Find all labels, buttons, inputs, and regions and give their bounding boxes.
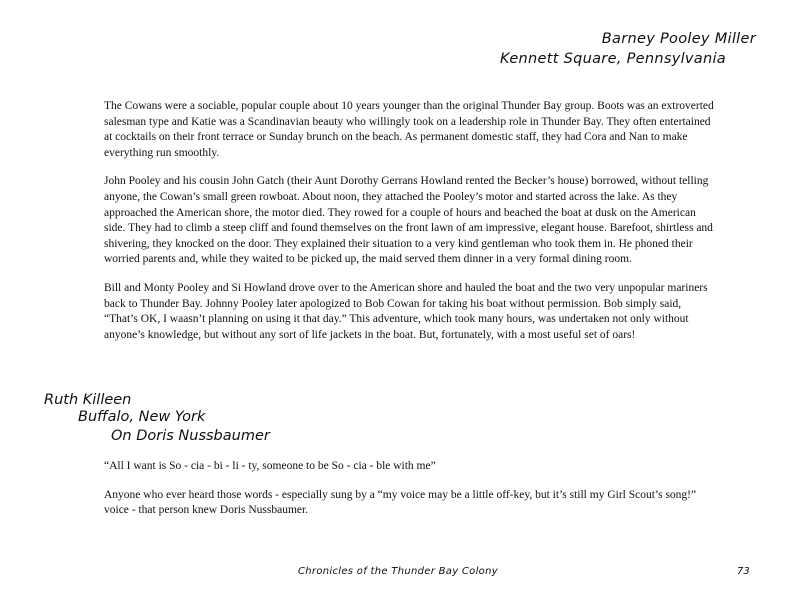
story-paragraph-3: Bill and Monty Pooley and Si Howland drove over to the American shore and hauled the boat and the two very unpopular mariners back to Thunder Bay. Johnny Pooley later apologized to Bob Cowan for taking his boat without permission. Bob simply said, “That’s OK, I waasn’t planning on using it that day.” This adventure, which took many hours, was undertaken not only without anyone’s knowledge, but without any sort of life jackets in the boat. But, fortunately, with a most useful set of oars! bbox=[104, 281, 708, 341]
story-paragraph-2: John Pooley and his cousin John Gatch (their Aunt Dorothy Gerrans Howland rented the Becker’s house) borrowed, without telling anyone, the Cowan’s small green rowboat. About noon, they attached the Pooley’s motor and started across the lake. As they approached the American shore, the motor died. They rowed for a couple of hours and beached the boat at dusk on the American side. They had to climb a steep cliff and found themselves on the front lawn of am impressive, elegant house. Barefoot, shirtless and shivering, they knocked on the door. They explained their situation to a very kind gentleman who took them in. He phoned their worried parents and, while they waited to be picked up, the maid served them dinner in a very formal dining room. bbox=[104, 175, 713, 266]
song-quote: “All I want is So - cia - bi - li - ty, someone to be So - cia - ble with me” bbox=[104, 460, 436, 472]
second-author-name: Ruth Killeen bbox=[44, 392, 132, 408]
second-author-location: Buffalo, New York bbox=[78, 409, 206, 425]
story-paragraph-1: The Cowans were a sociable, popular couple about 10 years younger than the original Thunder Bay group. Boots was an extroverted salesman type and Katie was a Scandinavian beauty who willingly took on a leadership role in Thunder Bay. They often entertained at cocktails on their front terrace or Sunday brunch on the beach. As permanent domestic staff, they had Cora and Nan to make everything run smoothly. bbox=[104, 100, 714, 159]
second-story-body bbox=[104, 459, 716, 532]
author-location: Kennett Square, Pennsylvania bbox=[500, 51, 726, 67]
page-number: 73 bbox=[737, 566, 750, 577]
footer-title: Chronicles of the Thunder Bay Colony bbox=[298, 566, 498, 577]
story-body bbox=[104, 99, 716, 356]
second-author-subject: On Doris Nussbaumer bbox=[111, 428, 270, 444]
second-story-paragraph: Anyone who ever heard those words - especially sung by a “my voice may be a little off-key, but it’s still my Girl Scout’s song!” voice - that person knew Doris Nussbaumer. bbox=[104, 488, 697, 517]
author-name: Barney Pooley Miller bbox=[601, 31, 756, 47]
